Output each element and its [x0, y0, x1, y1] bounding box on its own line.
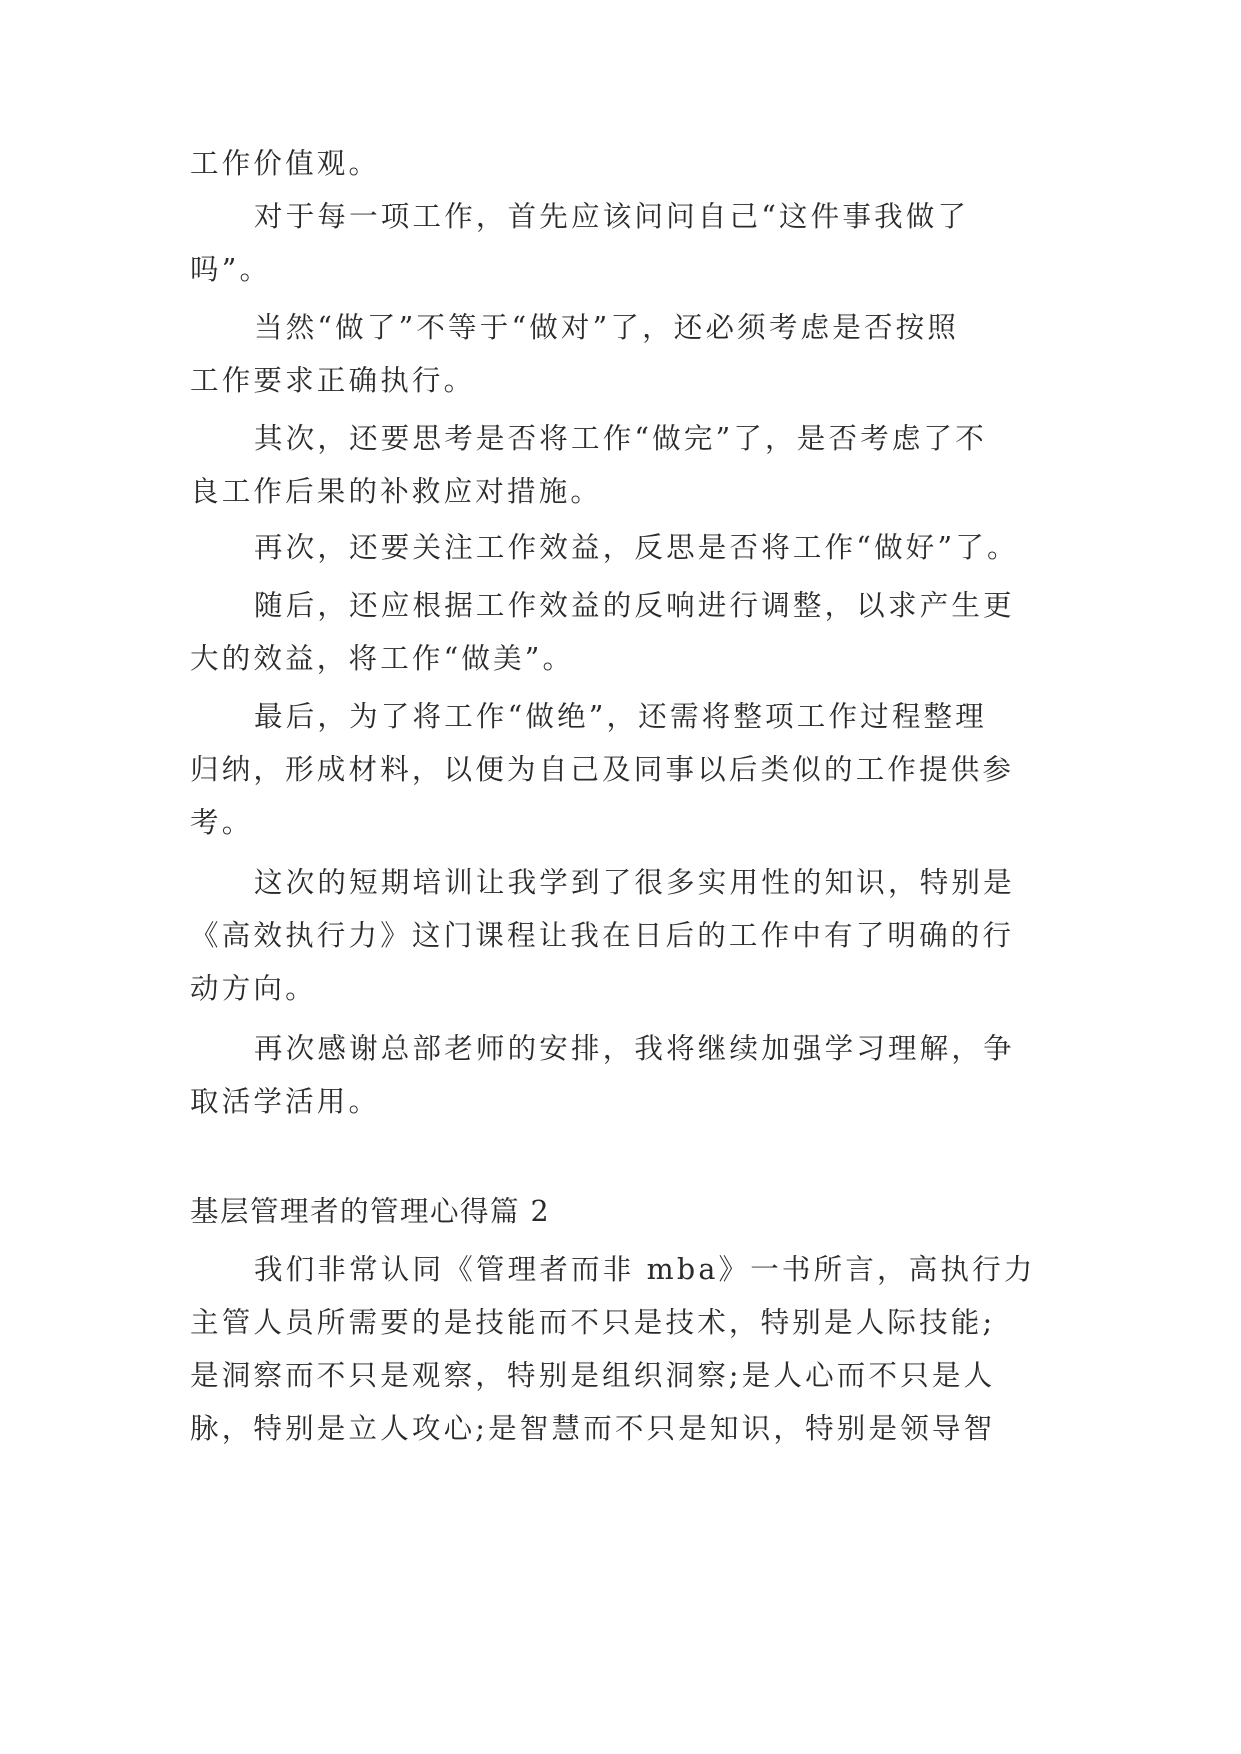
- text-line: 其次，还要思考是否将工作“做完”了，是否考虑了不: [254, 422, 987, 455]
- text-line: 工作价值观。: [190, 147, 381, 180]
- text-line: 我们非常认同《管理者而非 mba》一书所言，高执行力: [254, 1253, 1036, 1286]
- text-line: 动方向。: [190, 972, 317, 1005]
- text-line: 对于每一项工作，首先应该问问自己“这件事我做了: [254, 200, 970, 233]
- text-line: 主管人员所需要的是技能而不只是技术，特别是人际技能;: [190, 1306, 996, 1339]
- text-line: 考。: [190, 806, 254, 839]
- text-line: 工作要求正确执行。: [190, 364, 476, 397]
- text-line: 良工作后果的补救应对措施。: [190, 475, 603, 508]
- text-line: 大的效益，将工作“做美”。: [190, 642, 575, 675]
- text-line: 再次感谢总部老师的安排，我将继续加强学习理解，争: [254, 1032, 1015, 1065]
- text-line: 取活学活用。: [190, 1085, 381, 1118]
- text-line: 最后，为了将工作“做绝”，还需将整项工作过程整理: [254, 700, 987, 733]
- text-line: 随后，还应根据工作效益的反响进行调整，以求产生更: [254, 589, 1015, 622]
- text-line: 再次，还要关注工作效益，反思是否将工作“做好”了。: [254, 531, 1019, 564]
- text-line: 是洞察而不只是观察，特别是组织洞察;是人心而不只是人: [190, 1359, 996, 1392]
- text-line: 归纳，形成材料，以便为自己及同事以后类似的工作提供参: [190, 753, 1015, 786]
- text-line: 吗”。: [190, 253, 272, 286]
- text-line: 这次的短期培训让我学到了很多实用性的知识，特别是: [254, 866, 1015, 899]
- text-line: 《高效执行力》这门课程让我在日后的工作中有了明确的行: [190, 919, 1015, 952]
- text-line: 当然“做了”不等于“做对”了，还必须考虑是否按照: [254, 311, 960, 344]
- section-heading: 基层管理者的管理心得篇 2: [190, 1195, 551, 1228]
- text-line: 脉，特别是立人攻心;是智慧而不只是知识，特别是领导智: [190, 1412, 996, 1445]
